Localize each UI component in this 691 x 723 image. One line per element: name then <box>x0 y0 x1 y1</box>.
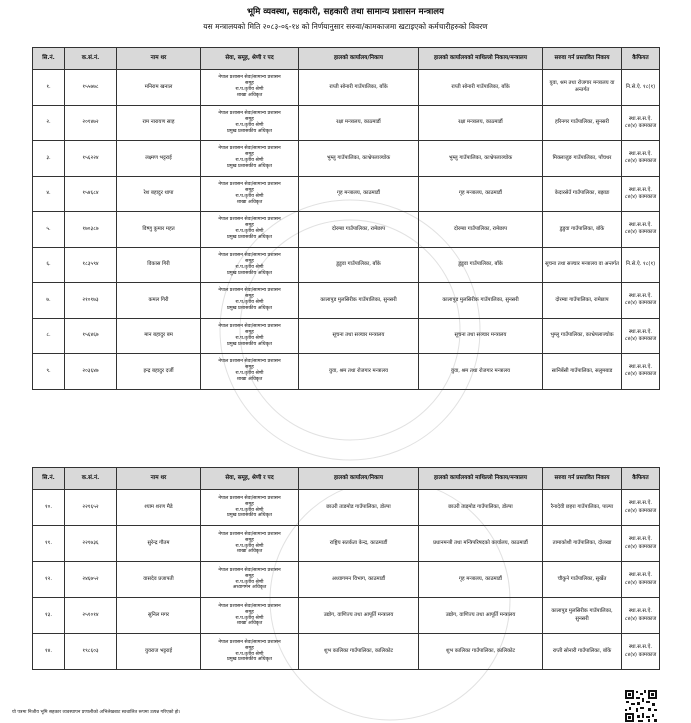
service-line: शाखा अधिकृत <box>236 377 263 383</box>
col-header-office: हालको कार्यालय/निकाय <box>299 48 419 70</box>
service-line: अध्यागमन अधिकृत <box>232 585 267 591</box>
table-header-row <box>33 468 660 490</box>
service-line: नेपाल प्रशासन सेवा/सामान्य प्रशासन <box>218 323 281 329</box>
proposed-office-cell: केदारसेउँ गाउँपालिका, बझाङ <box>543 176 622 212</box>
service-line: समूह <box>245 258 254 264</box>
col-header-office: हालको कार्यालय/निकाय <box>299 468 419 490</box>
page-title: भूमि व्यवस्था, सहकारी, सहकारी तथा सामान्य प्रशासन मन्त्रालय <box>247 7 444 17</box>
name-cell: मान बहादुर बम <box>117 318 201 354</box>
service-line: नेपाल प्रशासन सेवा/सामान्य प्रशासन <box>218 110 281 116</box>
service-line: समूह <box>245 152 254 158</box>
table-row <box>33 634 660 670</box>
service-line: रा.प.तृतीय श्रेणी <box>235 300 264 306</box>
upper-office-cell: छाउरी ताडमोड गाउँपालिका, डोल्पा <box>419 490 543 526</box>
name-cell: विकास गिरी <box>117 247 201 283</box>
proposed-office-cell: भुम्लु गाउँपालिका, काभ्रेपलाञ्चोक <box>543 318 622 354</box>
service-line: रा.प.तृतीय श्रेणी <box>235 615 264 621</box>
service-cell <box>201 354 299 390</box>
upper-office-cell: शुभ कालिका गाउँपालिका, कालिकोट <box>419 634 543 670</box>
col-header-remark: कैफियत <box>622 48 660 70</box>
service-line: रा.प.तृतीय श्रेणी <box>235 264 264 270</box>
table-header-row <box>33 48 660 70</box>
sn-cell: ४. <box>33 176 65 212</box>
service-line: नेपाल प्रशासन सेवा/सामान्य प्रशासन <box>218 531 281 537</box>
service-line: नेपाल प्रशासन सेवा/सामान्य प्रशासन <box>218 217 281 223</box>
col-header-proposed: सरुवा गर्न प्रस्तावित निकाय <box>543 48 622 70</box>
upper-office-cell: गृह मन्त्रालय, काठमाडौं <box>419 562 543 598</box>
upper-office-cell: भुम्लु गाउँपालिका, काभ्रेपलाञ्चोक <box>419 141 543 177</box>
service-cell <box>201 247 299 283</box>
office-cell: उद्योग, वाणिज्य तथा आपूर्ति मन्त्रालय <box>299 598 419 634</box>
office-cell: डुडुवा गाउँपालिका, बाँके <box>299 247 419 283</box>
service-line: नेपाल प्रशासन सेवा/सामान्य प्रशासन <box>218 146 281 152</box>
remark-cell: स्था.स.स.ऐ. ८४(४) कामकाज <box>622 634 660 670</box>
code-cell: २०३६४७ <box>65 354 117 390</box>
col-header-upper: हालको कार्यालयको माथिल्लो निकाय/मन्त्रालय <box>419 468 543 490</box>
name-cell: श्याम शरण मैडे <box>117 490 201 526</box>
remark-cell: नि.से.ऐ. १८(१) <box>622 247 660 283</box>
office-cell: शुभ कालिका गाउँपालिका, कालिकोट <box>299 634 419 670</box>
office-cell: रक्षा मन्त्रालय, काठमाडौं <box>299 105 419 141</box>
code-cell: २४६७५२ <box>65 562 117 598</box>
service-line: प्रमुख प्रशासकीय अधिकृत <box>226 128 273 134</box>
name-cell: सुनिल मगर <box>117 598 201 634</box>
col-header-sn: सि.नं. <box>33 468 65 490</box>
remark-cell: स्था.स.स.ऐ. ८४(४) कामकाज <box>622 105 660 141</box>
code-cell: १८३५९४ <box>65 247 117 283</box>
code-cell: १५६२२४ <box>65 141 117 177</box>
service-line: रा.प.तृतीय श्रेणी <box>235 651 264 657</box>
col-header-upper: हालको कार्यालयको माथिल्लो निकाय/मन्त्रालय <box>419 48 543 70</box>
service-cell <box>201 634 299 670</box>
upper-office-cell: डुडुवा गाउँपालिका, बाँके <box>419 247 543 283</box>
service-line: समूह <box>245 365 254 371</box>
col-header-service: सेवा, समूह, श्रेणी र पद <box>201 468 299 490</box>
code-cell: २५१०१४ <box>65 598 117 634</box>
code-cell: १५४६८४ <box>65 176 117 212</box>
service-line: नेपाल प्रशासन सेवा/सामान्य प्रशासन <box>218 359 281 365</box>
table-row <box>33 283 660 319</box>
service-line: नेपाल प्रशासन सेवा/सामान्य प्रशासन <box>218 567 281 573</box>
service-line: समूह <box>245 573 254 579</box>
service-line: समूह <box>245 81 254 87</box>
code-cell: १९८६०३ <box>65 634 117 670</box>
code-cell: १७०३८७ <box>65 212 117 248</box>
service-cell <box>201 105 299 141</box>
col-header-code: क.सं.नं. <box>65 48 117 70</box>
service-cell <box>201 562 299 598</box>
service-line: प्रमुख प्रशासकीय अधिकृत <box>226 270 273 276</box>
table-row <box>33 247 660 283</box>
proposed-office-cell: डुडुवा गाउँपालिका, बाँके <box>543 212 622 248</box>
service-line: नेपाल प्रशासन सेवा/सामान्य प्रशासन <box>218 603 281 609</box>
proposed-office-cell: कालापुड मुलसिरीक गाउँपालिका, सुनसरी <box>543 598 622 634</box>
sn-cell: ६. <box>33 247 65 283</box>
service-line: रा.प.तृतीय श्रेणी <box>235 122 264 128</box>
service-line: समूह <box>245 187 254 193</box>
remark-cell: नि.से.ऐ. १८(१) <box>622 70 660 106</box>
proposed-office-cell: दोरम्बा गाउँपालिका, रामेछाप <box>543 283 622 319</box>
remark-cell: स्था.स.स.ऐ. ८४(४) कामकाज <box>622 562 660 598</box>
office-cell: छाउरी ताडमोड गाउँपालिका, डोल्पा <box>299 490 419 526</box>
upper-office-cell: उद्योग, वाणिज्य तथा आपूर्ति मन्त्रालय <box>419 598 543 634</box>
col-header-remark: कैफियत <box>622 468 660 490</box>
name-cell: रेश बहादुर थापा <box>117 176 201 212</box>
service-line: प्रमुख प्रशासकीय अधिकृत <box>226 235 273 241</box>
service-line: शाखा अधिकृत <box>236 93 263 99</box>
upper-office-cell: युवा, श्रम तथा रोजगार मन्त्रालय <box>419 354 543 390</box>
service-line: समूह <box>245 501 254 507</box>
service-line: प्रमुख प्रशासकीय अधिकृत <box>226 164 273 170</box>
sn-cell: १०. <box>33 490 65 526</box>
sn-cell: ७. <box>33 283 65 319</box>
sn-cell: ३. <box>33 141 65 177</box>
proposed-office-cell: चौकुने गाउँपालिका, सुर्खेत <box>543 562 622 598</box>
service-cell <box>201 212 299 248</box>
service-line: रा.प.तृतीय श्रेणी <box>235 158 264 164</box>
service-cell <box>201 526 299 562</box>
service-line: प्रमुख प्रशासकीय अधिकृत <box>226 657 273 663</box>
proposed-office-cell: मिक्लाजुङ गाउँपालिका, पाँचथर <box>543 141 622 177</box>
sn-cell: १४. <box>33 634 65 670</box>
sn-cell: २. <box>33 105 65 141</box>
table-row <box>33 212 660 248</box>
upper-office-cell: रक्षा मन्त्रालय, काठमाडौं <box>419 105 543 141</box>
remark-cell: स्था.स.स.ऐ. ८४(४) कामकाज <box>622 598 660 634</box>
proposed-office-cell: राप्ती सोनारी गाउँपालिका, बाँके <box>543 634 622 670</box>
service-line: समूह <box>245 329 254 335</box>
service-line: रा.प.तृतीय श्रेणी <box>235 335 264 341</box>
office-cell: दोरम्बा गाउँपालिका, रामेछाप <box>299 212 419 248</box>
office-cell: भुम्लु गाउँपालिका, काभ्रेपलाञ्चोक <box>299 141 419 177</box>
upper-office-cell: कालापुड मुलसिरीक गाउँपालिका, सुनसरी <box>419 283 543 319</box>
service-line: रा.प.तृतीय श्रेणी <box>235 229 264 235</box>
service-line: समूह <box>245 537 254 543</box>
table-row <box>33 354 660 390</box>
upper-office-cell: गृह मन्त्रालय, काठमाडौं <box>419 176 543 212</box>
sn-cell: १२. <box>33 562 65 598</box>
name-cell: मनिराम खनाल <box>117 70 201 106</box>
sn-cell: ५. <box>33 212 65 248</box>
office-cell: युवा, श्रम तथा रोजगार मन्त्रालय <box>299 354 419 390</box>
remark-cell: स्था.स.स.ऐ. ८४(४) कामकाज <box>622 141 660 177</box>
name-cell: कमल गिरी <box>117 283 201 319</box>
col-header-sn: सि.नं. <box>33 48 65 70</box>
table-row <box>33 490 660 526</box>
remark-cell: स्था.स.स.ऐ. ८४(४) कामकाज <box>622 526 660 562</box>
code-cell: २२१७३६ <box>65 526 117 562</box>
service-line: नेपाल प्रशासन सेवा/सामान्य प्रशासन <box>218 252 281 258</box>
sn-cell: १. <box>33 70 65 106</box>
table-row <box>33 562 660 598</box>
service-line: नेपाल प्रशासन सेवा/सामान्य प्रशासन <box>218 639 281 645</box>
service-line: रा.प.तृतीय श्रेणी <box>235 543 264 549</box>
footnote: यो पत्रमा निजीय भूमि सहकार व्यवस्थापन प्रणालीको अभिलेखबाट स्वचालित रूपमा उत्पन्न गरिएको हो। <box>12 710 181 715</box>
table-row <box>33 105 660 141</box>
service-line: प्रमुख प्रशासकीय अधिकृत <box>226 306 273 312</box>
office-cell: राप्ती सोनारी गाउँपालिका, बाँके <box>299 70 419 106</box>
service-line: नेपाल प्रशासन सेवा/सामान्य प्रशासन <box>218 288 281 294</box>
remark-cell: स्था.स.स.ऐ. ८४(४) कामकाज <box>622 490 660 526</box>
service-cell <box>201 318 299 354</box>
service-line: रा.प.तृतीय श्रेणी <box>235 507 264 513</box>
upper-office-cell: सूचना तथा सञ्चार मन्त्रालय <box>419 318 543 354</box>
proposed-office-cell: युवा, श्रम तथा रोजगार मन्त्रालय वा अन्तर्गत <box>543 70 622 106</box>
service-cell <box>201 490 299 526</box>
col-header-name: नाम थर <box>117 468 201 490</box>
upper-office-cell: प्रधानमन्त्री तथा मन्त्रिपरिषदको कार्यालय, काठमाडौं <box>419 526 543 562</box>
col-header-code: क.सं.नं. <box>65 468 117 490</box>
col-header-proposed: सरुवा गर्न प्रस्तावित निकाय <box>543 468 622 490</box>
remark-cell: स्था.स.स.ऐ. ८४(४) कामकाज <box>622 318 660 354</box>
office-cell: गृह मन्त्रालय, काठमाडौं <box>299 176 419 212</box>
table-row <box>33 176 660 212</box>
service-line: रा.प.तृतीय श्रेणी <box>235 579 264 585</box>
name-cell: राम नारायण साह <box>117 105 201 141</box>
service-line: समूह <box>245 116 254 122</box>
code-cell: २१०१७३ <box>65 283 117 319</box>
service-line: शाखा अधिकृत <box>236 621 263 627</box>
service-line: रा.प.तृतीय श्रेणी <box>235 87 264 93</box>
service-cell <box>201 70 299 106</box>
table-row <box>33 70 660 106</box>
service-line: रा.प.तृतीय श्रेणी <box>235 193 264 199</box>
name-cell: इन्द्र बहादुर दर्जी <box>117 354 201 390</box>
name-cell: वासदेव प्रजापती <box>117 562 201 598</box>
name-cell: युवराज भट्टराई <box>117 634 201 670</box>
service-cell <box>201 598 299 634</box>
code-cell: १५६४६७ <box>65 318 117 354</box>
upper-office-cell: दोरम्बा गाउँपालिका, रामेछाप <box>419 212 543 248</box>
proposed-office-cell: तामाकोशी गाउँपालिका, दोलखा <box>543 526 622 562</box>
transfer-table-2 <box>32 467 660 670</box>
transfer-table-1 <box>32 47 660 390</box>
service-cell <box>201 283 299 319</box>
sn-cell: १३. <box>33 598 65 634</box>
qr-code-icon[interactable] <box>624 689 658 723</box>
code-cell: १५५७७८ <box>65 70 117 106</box>
service-line: शाखा अधिकृत <box>236 199 263 205</box>
sn-cell: ९. <box>33 354 65 390</box>
page-subtitle: यस मन्त्रालयको मिति २०८३-०६-१४ को निर्णयानुसार सरुवा/कामकाजमा खटाइएको कर्मचारीहरुको विवरण <box>203 22 488 31</box>
remark-cell: स्था.स.स.ऐ. ८४(४) कामकाज <box>622 283 660 319</box>
sn-cell: ११. <box>33 526 65 562</box>
service-line: रा.प.तृतीय श्रेणी <box>235 371 264 377</box>
upper-office-cell: राप्ती सोनारी गाउँपालिका, बाँके <box>419 70 543 106</box>
service-line: नेपाल प्रशासन सेवा/सामान्य प्रशासन <box>218 181 281 187</box>
service-line: समूह <box>245 645 254 651</box>
table-row <box>33 318 660 354</box>
table-row <box>33 598 660 634</box>
service-line: प्रमुख प्रशासकीय अधिकृत <box>226 341 273 347</box>
office-cell: कालापुड मुलसिरीक गाउँपालिका, सुनसरी <box>299 283 419 319</box>
proposed-office-cell: सूचना तथा सञ्चार मन्त्रालय वा अन्तर्गत <box>543 247 622 283</box>
name-cell: सुरेन्द्र गौतम <box>117 526 201 562</box>
service-line: समूह <box>245 609 254 615</box>
service-cell <box>201 176 299 212</box>
code-cell: २२१६५२ <box>65 490 117 526</box>
remark-cell: स्था.स.स.ऐ. ८४(४) कामकाज <box>622 212 660 248</box>
col-header-name: नाम थर <box>117 48 201 70</box>
proposed-office-cell: रैनादेवी छहरा गाउँपालिका, पाल्पा <box>543 490 622 526</box>
table-row <box>33 141 660 177</box>
service-line: प्रमुख प्रशासकीय अधिकृत <box>226 513 273 519</box>
table-row <box>33 526 660 562</box>
name-cell: विष्णु कुमार महत <box>117 212 201 248</box>
sn-cell: ८. <box>33 318 65 354</box>
name-cell: लक्ष्मण भट्टराई <box>117 141 201 177</box>
office-cell: सूचना तथा सञ्चार मन्त्रालय <box>299 318 419 354</box>
remark-cell: स्था.स.स.ऐ. ८४(४) कामकाज <box>622 354 660 390</box>
service-line: शाखा अधिकृत <box>236 549 263 555</box>
proposed-office-cell: सानिबेंसी गाउँपालिका, सलुमबाड <box>543 354 622 390</box>
service-line: समूह <box>245 294 254 300</box>
col-header-service: सेवा, समूह, श्रेणी र पद <box>201 48 299 70</box>
service-cell <box>201 141 299 177</box>
service-line: नेपाल प्रशासन सेवा/सामान्य प्रशासन <box>218 75 281 81</box>
proposed-office-cell: हरिनगर गाउँपालिका, सुनसरी <box>543 105 622 141</box>
remark-cell: स्था.स.स.ऐ. ८४(४) कामकाज <box>622 176 660 212</box>
service-line: समूह <box>245 223 254 229</box>
service-line: नेपाल प्रशासन सेवा/सामान्य प्रशासन <box>218 495 281 501</box>
code-cell: २०१४७२ <box>65 105 117 141</box>
office-cell: राष्ट्रिय सतर्कता केन्द्र, काठमाडौं <box>299 526 419 562</box>
office-cell: अध्यागमन विभाग, काठमाडौं <box>299 562 419 598</box>
